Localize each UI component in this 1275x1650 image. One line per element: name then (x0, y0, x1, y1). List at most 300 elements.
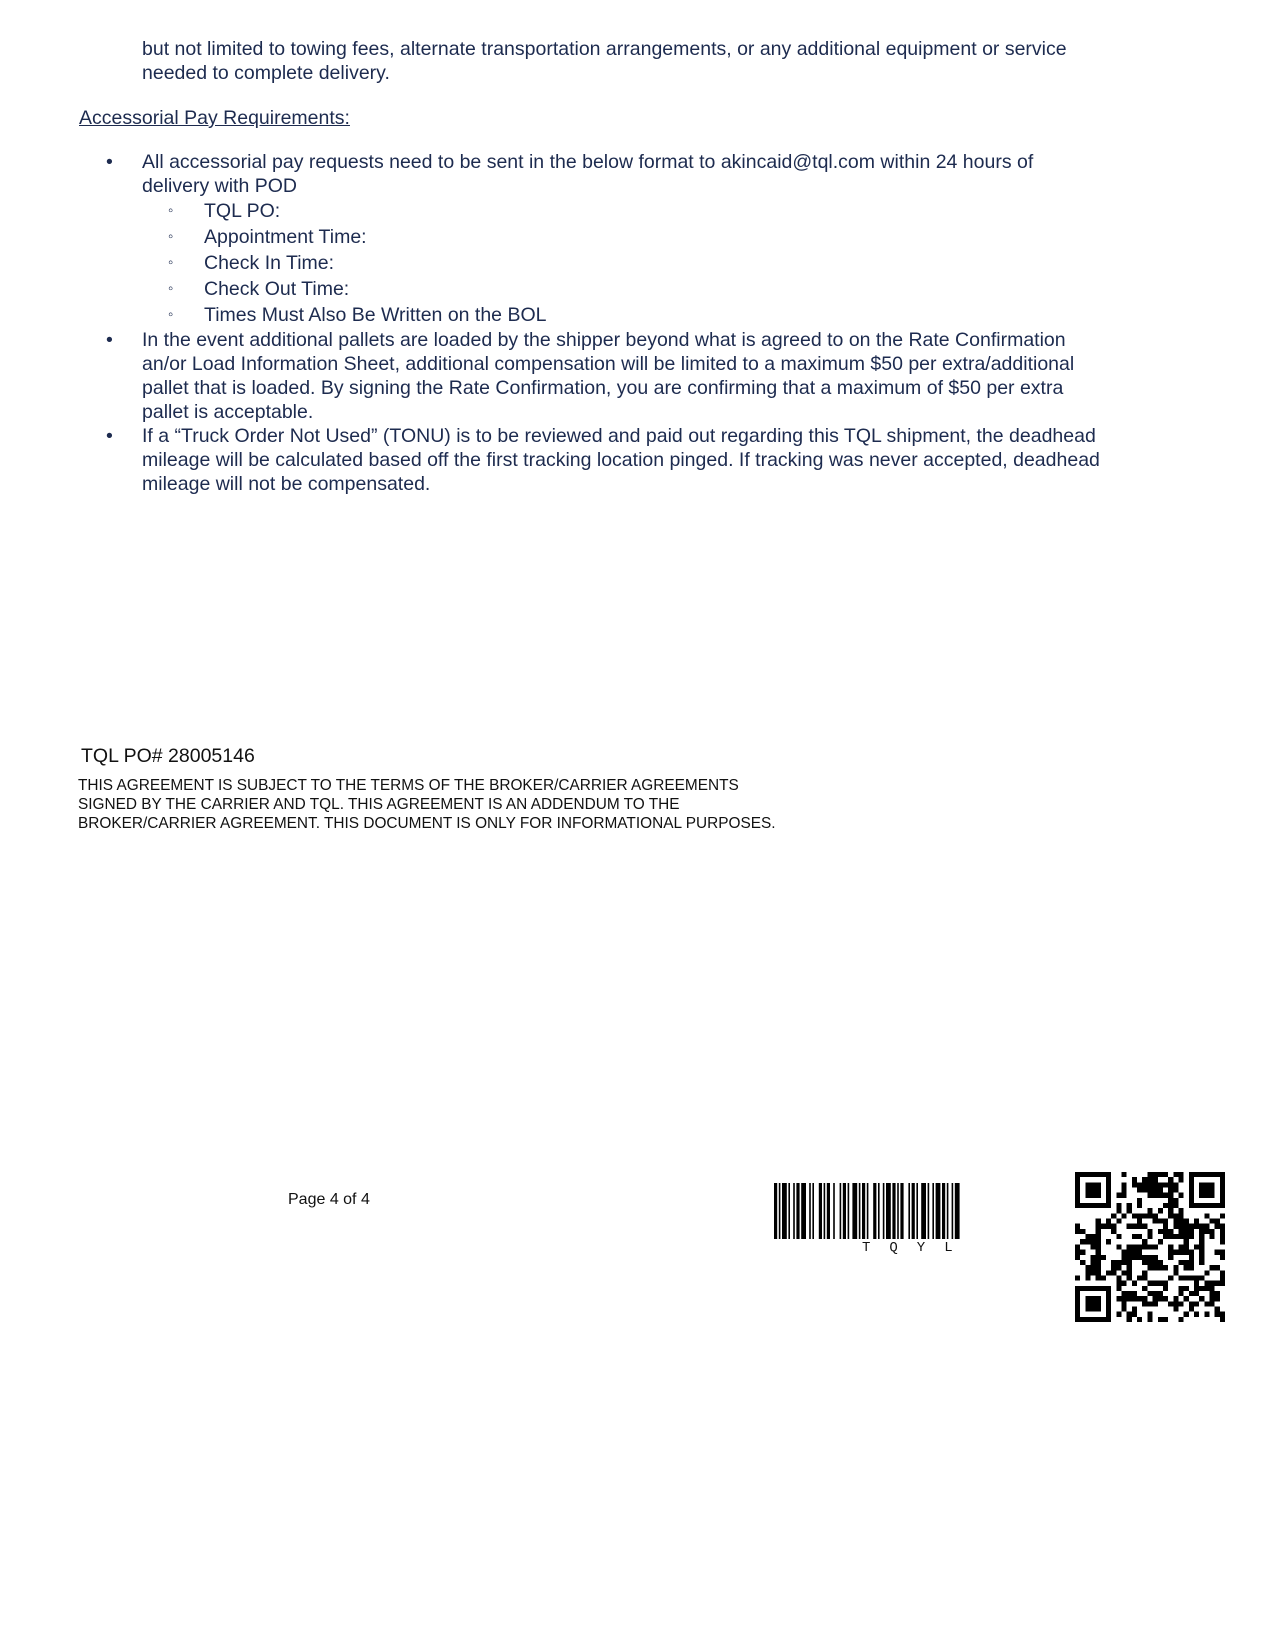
qr-module (1147, 1208, 1152, 1213)
barcode-bar (886, 1183, 891, 1239)
qr-module (1204, 1270, 1209, 1275)
qr-module (1147, 1281, 1152, 1286)
bullet-item-additional-pallets (0, 328, 1275, 424)
qr-module (1116, 1244, 1121, 1249)
qr-module (1189, 1250, 1194, 1255)
qr-module (1163, 1193, 1168, 1198)
qr-module (1178, 1208, 1183, 1213)
qr-module (1111, 1270, 1116, 1275)
qr-module (1111, 1213, 1116, 1218)
qr-module (1132, 1281, 1137, 1286)
qr-finder-part (1075, 1286, 1111, 1291)
qr-module (1204, 1312, 1209, 1317)
qr-module (1111, 1260, 1116, 1265)
qr-module (1163, 1317, 1168, 1322)
qr-module (1158, 1188, 1163, 1193)
qr-module (1215, 1219, 1220, 1224)
qr-module (1116, 1203, 1121, 1208)
qr-module (1096, 1229, 1101, 1234)
qr-module (1173, 1250, 1178, 1255)
qr-module (1153, 1193, 1158, 1198)
qr-module (1091, 1255, 1096, 1260)
qr-module (1178, 1234, 1183, 1239)
barcode-bar (955, 1183, 960, 1239)
qr-module (1085, 1270, 1090, 1275)
qr-finder-part (1085, 1182, 1101, 1198)
qr-module (1204, 1224, 1209, 1229)
barcode-bar (788, 1183, 790, 1239)
qr-module (1178, 1275, 1183, 1280)
qr-module (1184, 1219, 1189, 1224)
qr-module (1178, 1193, 1183, 1198)
qr-module (1215, 1265, 1220, 1270)
qr-module (1132, 1312, 1137, 1317)
qr-module (1142, 1213, 1147, 1218)
qr-module (1184, 1275, 1189, 1280)
qr-module (1220, 1312, 1225, 1317)
barcode-bar (912, 1183, 915, 1239)
qr-module (1168, 1177, 1173, 1182)
qr-module (1209, 1229, 1214, 1234)
qr-module (1215, 1224, 1220, 1229)
barcode-bar (809, 1183, 811, 1239)
qr-module (1158, 1281, 1163, 1286)
qr-module (1153, 1291, 1158, 1296)
qr-module (1116, 1260, 1121, 1265)
qr-module (1184, 1265, 1189, 1270)
qr-module (1168, 1275, 1173, 1280)
barcode-bar (900, 1183, 903, 1239)
sub-item-text: Check In Time: (204, 252, 335, 274)
barcode-bar (782, 1183, 787, 1239)
sub-bullet-list (0, 198, 1275, 328)
qr-module (1075, 1275, 1080, 1280)
sub-item-check-in-time (0, 250, 1275, 276)
bullet-text: All accessorial pay requests need to be sent in the below format to akincaid@tql.com within 24 hours of delivery with POD (142, 151, 1034, 197)
bullet-text: If a “Truck Order Not Used” (TONU) is to be reviewed and paid out regarding this TQL shipment, the deadhead mileage will be calculated based off the first tracking location pinged. If tracking was never accepted, deadhead mileage will not be compensated. (142, 425, 1100, 495)
qr-module (1147, 1172, 1152, 1177)
agreement-disclaimer: THIS AGREEMENT IS SUBJECT TO THE TERMS OF THE BROKER/CARRIER AGREEMENTS SIGNED BY THE CARRIER AND TQL. THIS AGREEMENT IS AN ADDENDUM TO THE BROKER/CARRIER AGREEMENT. THIS DOCUMENT IS ONLY FOR INFORMATIONAL PURPOSES. (78, 777, 776, 832)
qr-module (1184, 1229, 1189, 1234)
qr-finder-part (1106, 1172, 1111, 1208)
qr-module (1096, 1275, 1101, 1280)
qr-finder-part (1189, 1203, 1225, 1208)
qr-module (1127, 1208, 1132, 1213)
barcode-bar (796, 1183, 799, 1239)
qr-module (1220, 1229, 1225, 1234)
qr-module (1122, 1182, 1127, 1187)
qr-module (1199, 1234, 1204, 1239)
qr-module (1080, 1229, 1085, 1234)
qr-module (1209, 1265, 1214, 1270)
qr-module (1178, 1177, 1183, 1182)
accessorial-bullet-list (0, 150, 1275, 496)
qr-module (1178, 1172, 1183, 1177)
qr-module (1199, 1255, 1204, 1260)
qr-module (1122, 1213, 1127, 1218)
qr-module (1091, 1270, 1096, 1275)
qr-module (1137, 1213, 1142, 1218)
qr-module (1168, 1213, 1173, 1218)
qr-module (1168, 1255, 1173, 1260)
qr-module (1199, 1260, 1204, 1265)
qr-module (1127, 1260, 1132, 1265)
qr-module (1147, 1182, 1152, 1187)
qr-module (1173, 1188, 1178, 1193)
qr-module (1142, 1260, 1147, 1265)
qr-module (1132, 1244, 1137, 1249)
qr-finder-part (1075, 1172, 1080, 1208)
qr-module (1220, 1224, 1225, 1229)
qr-module (1178, 1213, 1183, 1218)
qr-module (1189, 1291, 1194, 1296)
barcode-bar (833, 1183, 835, 1239)
qr-finder-part (1075, 1172, 1111, 1177)
qr-module (1173, 1270, 1178, 1275)
qr-module (1127, 1250, 1132, 1255)
sub-bullet-marker: ◦ (168, 202, 174, 219)
qr-module (1075, 1224, 1080, 1229)
qr-module (1173, 1182, 1178, 1187)
qr-module (1209, 1234, 1214, 1239)
qr-module (1194, 1286, 1199, 1291)
qr-module (1184, 1224, 1189, 1229)
qr-module (1096, 1270, 1101, 1275)
barcode-bar (848, 1183, 850, 1239)
qr-module (1158, 1260, 1163, 1265)
qr-module (1147, 1193, 1152, 1198)
qr-module (1111, 1229, 1116, 1234)
qr-module (1111, 1265, 1116, 1270)
barcode-bar (892, 1183, 895, 1239)
sub-item-text: TQL PO: (204, 200, 281, 222)
qr-module (1122, 1188, 1127, 1193)
qr-module (1075, 1250, 1080, 1255)
qr-module (1168, 1182, 1173, 1187)
barcode-bar (897, 1183, 899, 1239)
qr-module (1080, 1260, 1085, 1265)
qr-module (1101, 1275, 1106, 1280)
barcode-bar (942, 1183, 945, 1239)
qr-module (1147, 1255, 1152, 1260)
qr-module (1096, 1260, 1101, 1265)
qr-module (1158, 1182, 1163, 1187)
qr-module (1142, 1286, 1147, 1291)
qr-module (1163, 1172, 1168, 1177)
qr-module (1178, 1301, 1183, 1306)
barcode-bar (827, 1183, 830, 1239)
qr-module (1184, 1260, 1189, 1265)
qr-module (1096, 1265, 1101, 1270)
qr-module (1199, 1286, 1204, 1291)
qr-module (1122, 1260, 1127, 1265)
qr-module (1158, 1265, 1163, 1270)
barcode-bar (824, 1183, 826, 1239)
qr-module (1137, 1296, 1142, 1301)
qr-module (1168, 1203, 1173, 1208)
qr-module (1147, 1213, 1152, 1218)
qr-module (1137, 1219, 1142, 1224)
qr-module (1101, 1224, 1106, 1229)
qr-module (1137, 1275, 1142, 1280)
qr-module (1122, 1291, 1127, 1296)
qr-module (1158, 1291, 1163, 1296)
qr-module (1116, 1265, 1121, 1270)
qr-module (1147, 1260, 1152, 1265)
qr-module (1153, 1255, 1158, 1260)
qr-module (1163, 1182, 1168, 1187)
qr-module (1168, 1250, 1173, 1255)
qr-module (1168, 1229, 1173, 1234)
bullet-text: In the event additional pallets are loaded by the shipper beyond what is agreed to on the Rate Confirmation an/or Load Information Sheet, additional compensation will be limited to a maximum $50 per extra/additional pallet that is loaded. By signing the Rate Confirmation, you are confirming that a maximum of $50 per extra pallet is acceptable. (142, 329, 1075, 423)
qr-module (1168, 1301, 1173, 1306)
qr-module (1215, 1281, 1220, 1286)
qr-module (1147, 1177, 1152, 1182)
qr-module (1096, 1239, 1101, 1244)
sub-bullet-marker: ◦ (168, 228, 174, 245)
qr-module (1178, 1317, 1183, 1322)
qr-module (1147, 1312, 1152, 1317)
barcode-bar (867, 1183, 869, 1239)
qr-module (1091, 1265, 1096, 1270)
qr-module (1122, 1255, 1127, 1260)
sub-item-text: Check Out Time: (204, 278, 350, 300)
qr-module (1189, 1306, 1194, 1311)
qr-module (1127, 1312, 1132, 1317)
qr-module (1147, 1265, 1152, 1270)
barcode-bar (928, 1183, 930, 1239)
qr-module (1122, 1281, 1127, 1286)
qr-module (1147, 1244, 1152, 1249)
barcode-bar (852, 1183, 857, 1239)
qr-module (1122, 1296, 1127, 1301)
qr-module (1173, 1301, 1178, 1306)
qr-module (1085, 1275, 1090, 1280)
qr-module (1153, 1177, 1158, 1182)
continued-paragraph: but not limited to towing fees, alternate transportation arrangements, or any additional equipment or service needed to complete delivery. (142, 38, 1067, 84)
bullet-marker: • (106, 151, 113, 173)
qr-module (1204, 1213, 1209, 1218)
qr-module (1153, 1260, 1158, 1265)
barcode-bar (916, 1183, 918, 1239)
sub-bullet-marker: ◦ (168, 280, 174, 297)
qr-module (1142, 1270, 1147, 1275)
qr-module (1215, 1296, 1220, 1301)
sub-item-text: Times Must Also Be Written on the BOL (204, 304, 547, 326)
qr-module (1209, 1301, 1214, 1306)
qr-module (1173, 1203, 1178, 1208)
qr-module (1199, 1250, 1204, 1255)
qr-module (1147, 1291, 1152, 1296)
qr-module (1173, 1213, 1178, 1218)
qr-module (1189, 1260, 1194, 1265)
qr-module (1142, 1301, 1147, 1306)
qr-module (1153, 1244, 1158, 1249)
qr-module (1116, 1286, 1121, 1291)
qr-module (1096, 1224, 1101, 1229)
qr-module (1142, 1224, 1147, 1229)
qr-module (1132, 1224, 1137, 1229)
barcode-bar (793, 1183, 795, 1239)
accessorial-pay-heading: Accessorial Pay Requirements: (79, 107, 350, 129)
qr-module (1189, 1301, 1194, 1306)
qr-module (1116, 1219, 1121, 1224)
barcode-bar (947, 1183, 949, 1239)
qr-module (1127, 1224, 1132, 1229)
qr-module (1132, 1250, 1137, 1255)
qr-module (1116, 1281, 1121, 1286)
qr-module (1142, 1255, 1147, 1260)
qr-module (1215, 1312, 1220, 1317)
qr-module (1194, 1244, 1199, 1249)
qr-module (1204, 1281, 1209, 1286)
qr-module (1153, 1265, 1158, 1270)
qr-module (1132, 1234, 1137, 1239)
sub-item-text: Appointment Time: (204, 226, 367, 248)
qr-module (1137, 1250, 1142, 1255)
qr-module (1153, 1219, 1158, 1224)
qr-module (1163, 1234, 1168, 1239)
qr-module (1137, 1188, 1142, 1193)
qr-module (1091, 1244, 1096, 1249)
qr-module (1106, 1219, 1111, 1224)
qr-module (1122, 1306, 1127, 1311)
qr-module (1178, 1229, 1183, 1234)
qr-module (1168, 1244, 1173, 1249)
qr-module (1158, 1239, 1163, 1244)
qr-finder-part (1189, 1172, 1194, 1208)
qr-finder-part (1075, 1286, 1080, 1322)
bullet-marker: • (106, 425, 113, 447)
barcode-image (774, 1183, 1060, 1239)
qr-module (1184, 1286, 1189, 1291)
qr-module (1199, 1239, 1204, 1244)
qr-module (1127, 1244, 1132, 1249)
qr-module (1199, 1229, 1204, 1234)
qr-module (1101, 1255, 1106, 1260)
bullet-item-pay-requests (0, 150, 1275, 328)
qr-module (1194, 1291, 1199, 1296)
qr-module (1075, 1255, 1080, 1260)
qr-module (1184, 1244, 1189, 1249)
qr-module (1137, 1198, 1142, 1203)
qr-module (1163, 1265, 1168, 1270)
qr-module (1132, 1306, 1137, 1311)
qr-module (1209, 1291, 1214, 1296)
qr-module (1189, 1224, 1194, 1229)
qr-finder-part (1075, 1203, 1111, 1208)
qr-module (1085, 1234, 1090, 1239)
qr-module (1127, 1270, 1132, 1275)
qr-module (1127, 1255, 1132, 1260)
qr-module (1215, 1306, 1220, 1311)
barcode-bar (801, 1183, 806, 1239)
qr-module (1173, 1265, 1178, 1270)
qr-module (1220, 1234, 1225, 1239)
qr-finder-part (1199, 1182, 1215, 1198)
barcode-bar (779, 1183, 781, 1239)
qr-module (1184, 1250, 1189, 1255)
qr-module (1096, 1255, 1101, 1260)
qr-module (1184, 1239, 1189, 1244)
sub-bullet-marker: ◦ (168, 254, 174, 271)
qr-module (1158, 1193, 1163, 1198)
qr-module (1132, 1255, 1137, 1260)
qr-module (1106, 1224, 1111, 1229)
barcode-bar (819, 1183, 822, 1239)
qr-module (1199, 1244, 1204, 1249)
qr-module (1220, 1317, 1225, 1322)
qr-module (1075, 1244, 1080, 1249)
qr-module (1220, 1250, 1225, 1255)
qr-module (1173, 1296, 1178, 1301)
qr-module (1132, 1291, 1137, 1296)
qr-module (1194, 1224, 1199, 1229)
sub-item-tql-po (0, 198, 1275, 224)
qr-module (1127, 1203, 1132, 1208)
qr-module (1173, 1219, 1178, 1224)
qr-module (1194, 1275, 1199, 1280)
qr-module (1173, 1172, 1178, 1177)
barcode-bar (878, 1183, 880, 1239)
qr-module (1173, 1198, 1178, 1203)
qr-module (1153, 1281, 1158, 1286)
bullet-item-tonu (0, 424, 1275, 496)
qr-module (1189, 1229, 1194, 1234)
qr-module (1153, 1172, 1158, 1177)
qr-module (1137, 1203, 1142, 1208)
qr-module (1209, 1219, 1214, 1224)
barcode-bar (908, 1183, 910, 1239)
qr-module (1096, 1234, 1101, 1239)
qr-module (1122, 1172, 1127, 1177)
qr-module (1220, 1270, 1225, 1275)
sub-bullet-marker: ◦ (168, 306, 174, 323)
qr-module (1132, 1213, 1137, 1218)
qr-module (1189, 1234, 1194, 1239)
qr-module (1194, 1281, 1199, 1286)
qr-module (1142, 1239, 1147, 1244)
qr-module (1122, 1270, 1127, 1275)
bullet-marker: • (106, 329, 113, 351)
qr-module (1220, 1281, 1225, 1286)
qr-module (1116, 1193, 1121, 1198)
qr-module (1158, 1229, 1163, 1234)
qr-module (1189, 1265, 1194, 1270)
sub-item-bol-times (0, 302, 1275, 328)
qr-module (1220, 1213, 1225, 1218)
qr-module (1163, 1281, 1168, 1286)
qr-module (1163, 1296, 1168, 1301)
sub-item-check-out-time (0, 276, 1275, 302)
qr-module (1209, 1286, 1214, 1291)
qr-module (1163, 1203, 1168, 1208)
qr-module (1142, 1177, 1147, 1182)
qr-module (1209, 1281, 1214, 1286)
qr-module (1153, 1188, 1158, 1193)
qr-module (1111, 1224, 1116, 1229)
qr-module (1127, 1296, 1132, 1301)
qr-module (1122, 1193, 1127, 1198)
qr-module (1184, 1312, 1189, 1317)
qr-module (1132, 1182, 1137, 1187)
qr-module (1080, 1239, 1085, 1244)
qr-module (1178, 1224, 1183, 1229)
qr-module (1106, 1270, 1111, 1275)
qr-module (1142, 1244, 1147, 1249)
qr-module (1220, 1255, 1225, 1260)
qr-module (1116, 1208, 1121, 1213)
